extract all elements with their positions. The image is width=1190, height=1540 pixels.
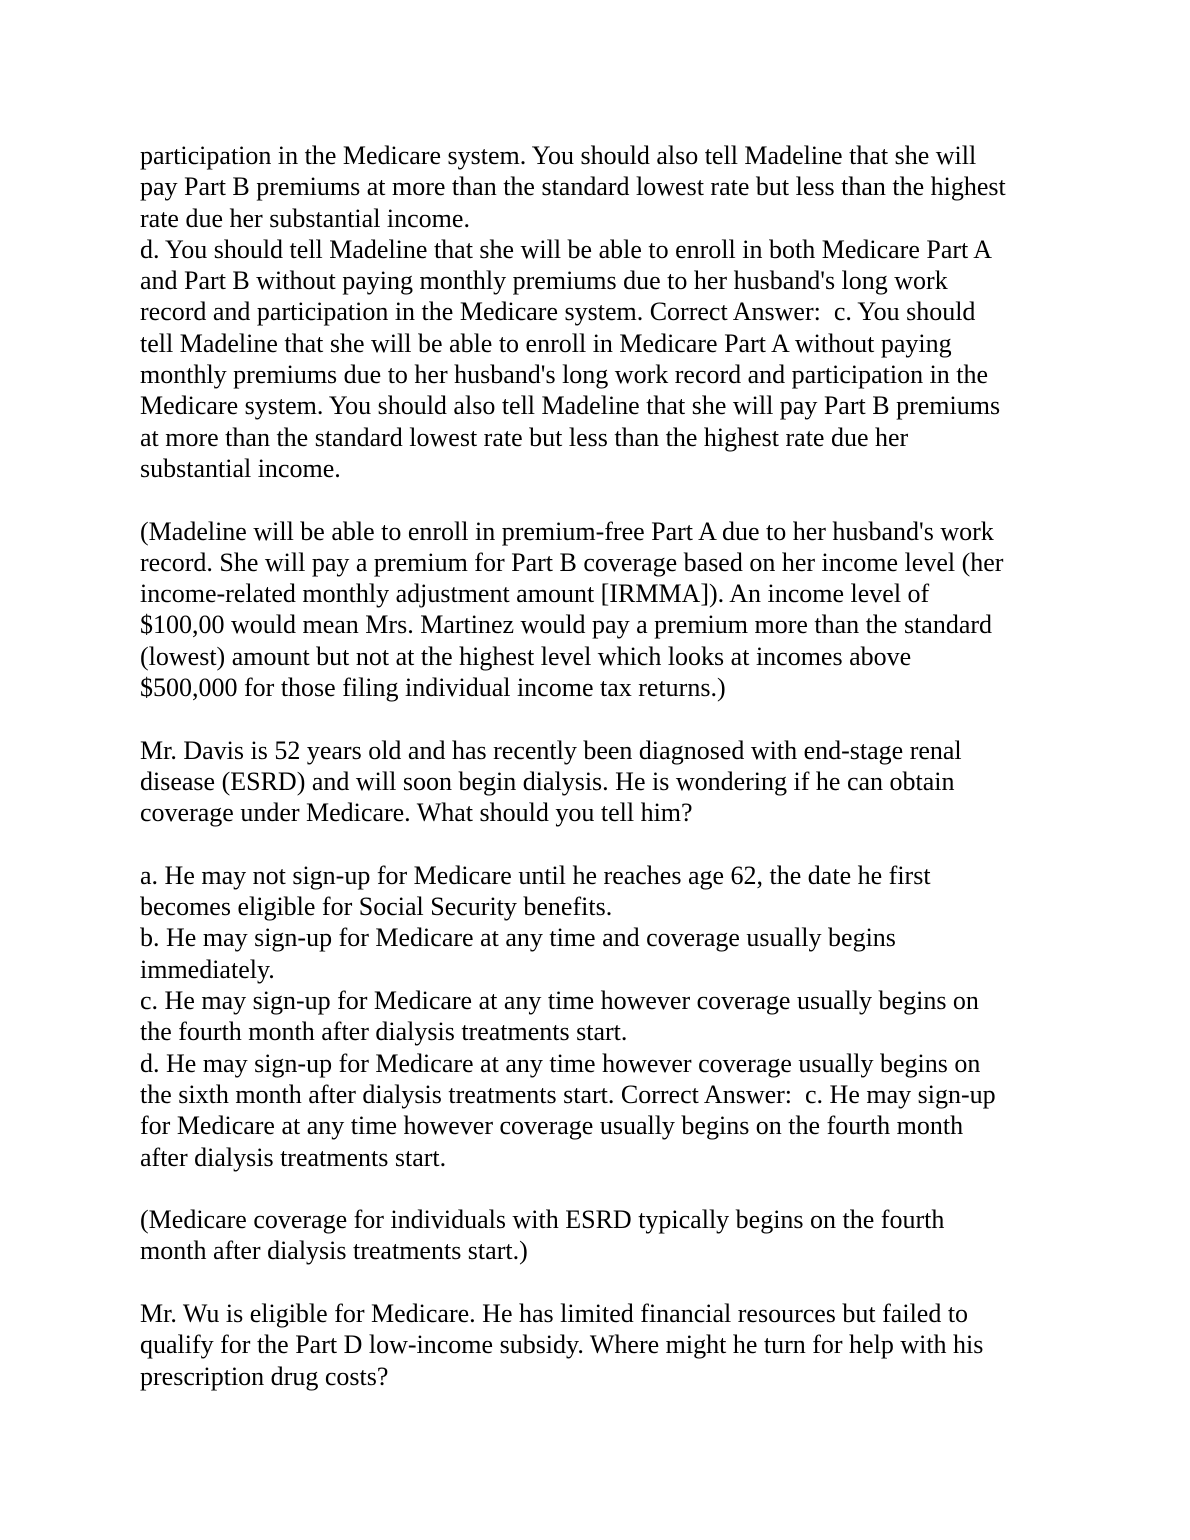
text-line: (Medicare coverage for individuals with ESRD typically begins on the fourth [140, 1205, 945, 1235]
text-line: prescription drug costs? [140, 1361, 389, 1391]
text-line: Mr. Wu is eligible for Medicare. He has limited financial resources but failed to [140, 1298, 969, 1328]
text-line: and Part B without paying monthly premiums due to her husband's long work [140, 266, 948, 296]
paragraph-gap [140, 1267, 1060, 1298]
text-line: monthly premiums due to her husband's long work record and participation in the [140, 360, 989, 390]
paragraph-continuation [140, 140, 1060, 484]
paragraph-question-wu [140, 1298, 1060, 1392]
paragraph-explanation-davis [140, 1204, 1060, 1267]
text-line: c. He may sign-up for Medicare at any time however coverage usually begins on [140, 986, 979, 1016]
text-line: the sixth month after dialysis treatments start. Correct Answer: c. He may sign-up [140, 1079, 996, 1109]
paragraph-explanation-madeline [140, 516, 1060, 704]
text-line: $500,000 for those filing individual income tax returns.) [140, 673, 726, 703]
text-line: rate due her substantial income. [140, 203, 470, 233]
text-line: (Madeline will be able to enroll in premium-free Part A due to her husband's work [140, 516, 994, 546]
paragraph-gap [140, 484, 1060, 515]
text-line: $100,00 would mean Mrs. Martinez would pay a premium more than the standard [140, 610, 993, 640]
paragraph-gap [140, 829, 1060, 860]
text-line: Mr. Davis is 52 years old and has recently been diagnosed with end-stage renal [140, 735, 962, 765]
text-line: a. He may not sign-up for Medicare until he reaches age 62, the date he first [140, 860, 931, 890]
text-line: (lowest) amount but not at the highest level which looks at incomes above [140, 641, 912, 671]
text-line: month after dialysis treatments start.) [140, 1236, 528, 1266]
text-line: disease (ESRD) and will soon begin dialysis. He is wondering if he can obtain [140, 766, 955, 796]
text-line: at more than the standard lowest rate but less than the highest rate due her [140, 422, 909, 452]
text-line: coverage under Medicare. What should you tell him? [140, 798, 693, 828]
text-line: tell Madeline that she will be able to enroll in Medicare Part A without paying [140, 328, 952, 358]
text-line: becomes eligible for Social Security benefits. [140, 892, 613, 922]
text-line: after dialysis treatments start. [140, 1142, 447, 1172]
text-line: Medicare system. You should also tell Madeline that she will pay Part B premiums [140, 391, 1001, 421]
text-line: record. She will pay a premium for Part B coverage based on her income level (her [140, 547, 1004, 577]
text-line: pay Part B premiums at more than the standard lowest rate but less than the highest [140, 172, 1006, 202]
text-line: substantial income. [140, 453, 341, 483]
text-line: b. He may sign-up for Medicare at any time and coverage usually begins [140, 923, 896, 953]
paragraph-options-davis [140, 860, 1060, 1173]
paragraph-gap [140, 703, 1060, 734]
document-page [140, 140, 1060, 1392]
text-line: income-related monthly adjustment amount [IRMMA]). An income level of [140, 579, 930, 609]
paragraph-gap [140, 1173, 1060, 1204]
text-line: d. You should tell Madeline that she will be able to enroll in both Medicare Part A [140, 234, 993, 264]
text-line: d. He may sign-up for Medicare at any time however coverage usually begins on [140, 1048, 981, 1078]
text-line: participation in the Medicare system. You should also tell Madeline that she will [140, 141, 977, 170]
text-line: qualify for the Part D low-income subsidy. Where might he turn for help with his [140, 1330, 984, 1360]
text-line: record and participation in the Medicare system. Correct Answer: c. You should [140, 297, 976, 327]
text-line: the fourth month after dialysis treatments start. [140, 1017, 628, 1047]
text-line: immediately. [140, 954, 275, 984]
paragraph-question-davis [140, 735, 1060, 829]
text-line: for Medicare at any time however coverage usually begins on the fourth month [140, 1111, 964, 1141]
